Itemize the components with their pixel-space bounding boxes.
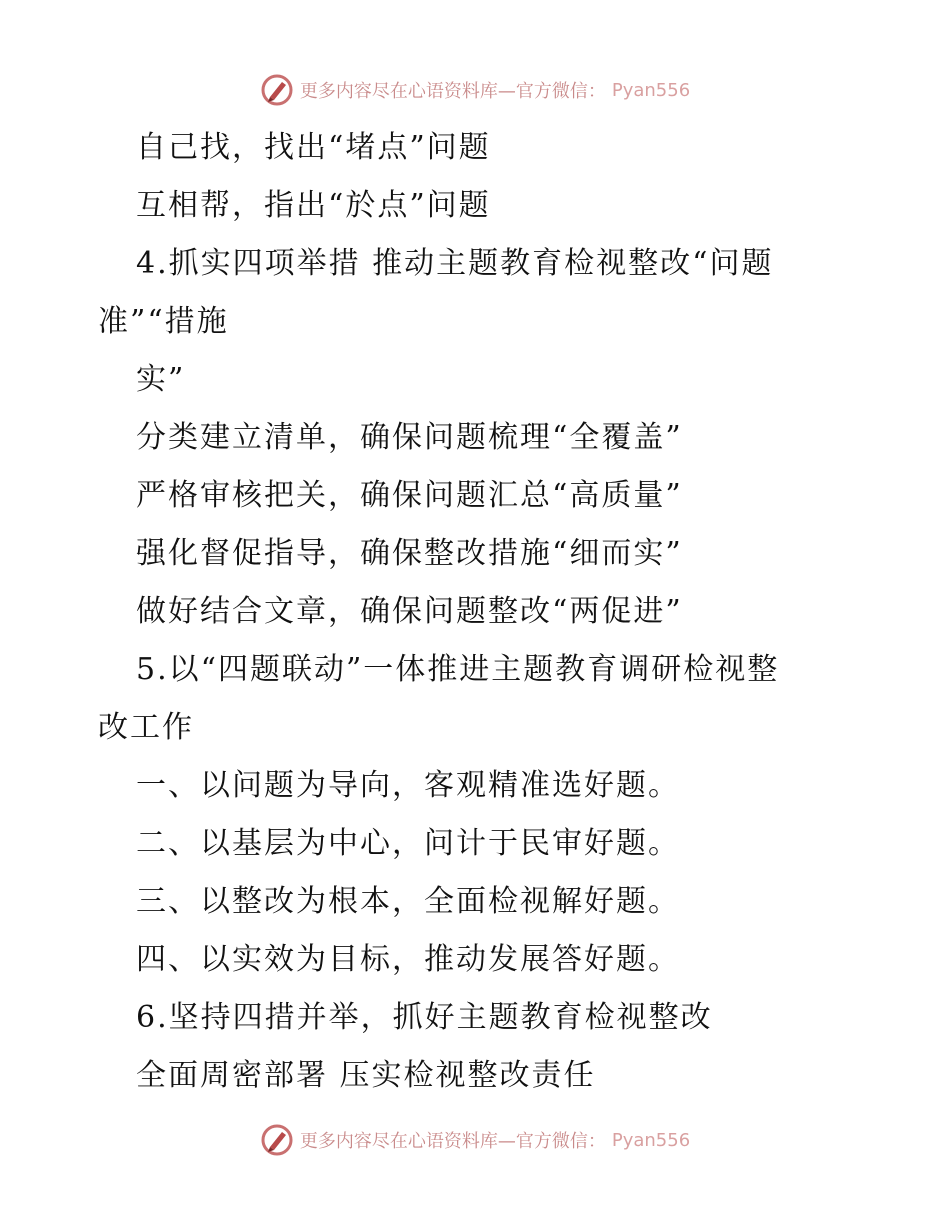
text-line: 强化督促指导，确保整改措施“细而实”	[136, 536, 683, 571]
heading-line: 5.以“四题联动”一体推进主题教育调研检视整	[136, 652, 780, 687]
watermark-header	[0, 70, 950, 110]
text-line: 做好结合文章，确保问题整改“两促进”	[136, 594, 683, 629]
text-line: 分类建立清单，确保问题梳理“全覆盖”	[136, 420, 683, 455]
heading-line-continued: 准”“措施	[98, 304, 229, 339]
watermark-footer	[0, 1120, 950, 1160]
text-line: 四、以实效为目标，推动发展答好题。	[136, 942, 680, 977]
pen-logo-icon	[260, 73, 294, 107]
text-line: 严格审核把关，确保问题汇总“高质量”	[136, 478, 683, 513]
text-line: 三、以整改为根本，全面检视解好题。	[136, 884, 680, 919]
text-line: 自己找，找出“堵点”问题	[136, 130, 491, 165]
heading-line-continued: 改工作	[98, 710, 194, 745]
heading-line: 6.坚持四措并举，抓好主题教育检视整改	[136, 1000, 713, 1035]
text-line: 一、以问题为导向，客观精准选好题。	[136, 768, 680, 803]
pen-logo-icon	[260, 1123, 294, 1157]
heading-line-continued: 实”	[136, 362, 186, 397]
text-line: 全面周密部署 压实检视整改责任	[136, 1058, 596, 1093]
watermark-text: 更多内容尽在心语资料库—官方微信：	[299, 1131, 606, 1152]
text-line: 二、以基层为中心，问计于民审好题。	[136, 826, 680, 861]
heading-line: 4.抓实四项举措 推动主题教育检视整改“问题	[136, 246, 774, 281]
watermark-wechat-id: Pyan556	[611, 79, 691, 101]
text-line: 互相帮，指出“於点”问题	[136, 188, 491, 223]
watermark-text: 更多内容尽在心语资料库—官方微信：	[299, 81, 606, 102]
watermark-wechat-id: Pyan556	[611, 1129, 691, 1151]
